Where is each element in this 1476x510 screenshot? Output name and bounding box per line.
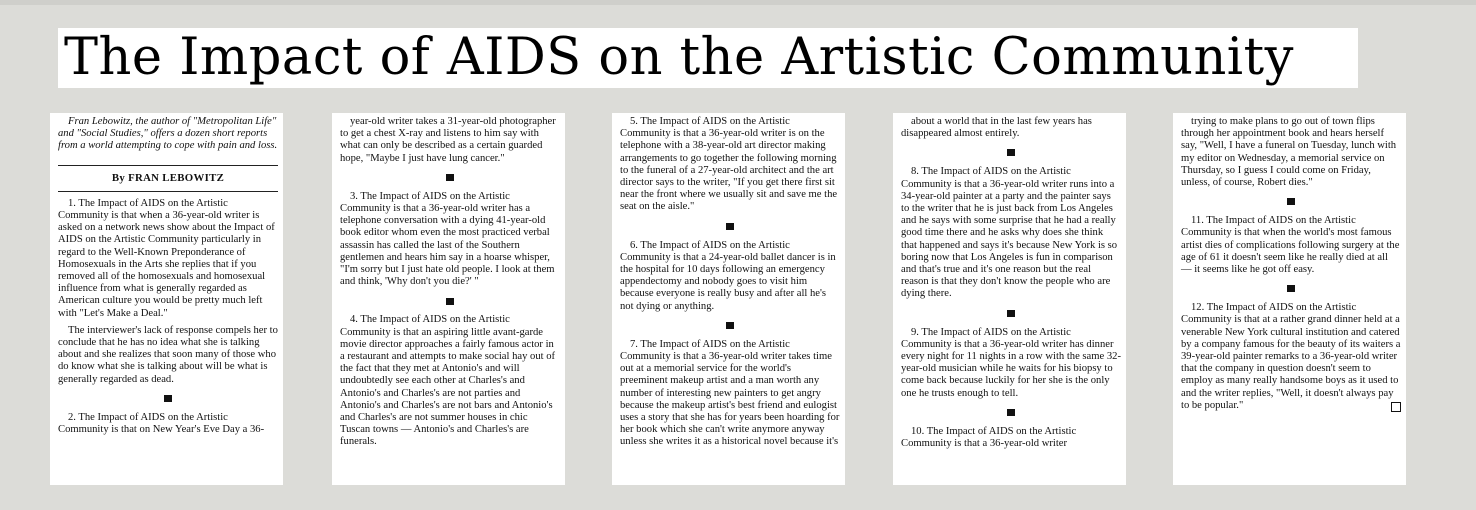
byline-rule-top (58, 165, 278, 166)
headline: The Impact of AIDS on the Artistic Community (58, 28, 1358, 88)
section-separator (901, 146, 1121, 160)
article-paragraph: 3. The Impact of AIDS on the Artistic Community is that a 36-year-old writer has a telephone conversation with a dying 41-year-old book editor whom even the most practiced verbal assassin has called the last of the Southern gentlemen and hears him say in a hoarse whisper, "I'm sorry but I just hate old people. I look at them and think, 'Why don't you die?' " (340, 190, 555, 288)
article-column-1 (50, 113, 283, 485)
article-paragraph: 5. The Impact of AIDS on the Artistic Community is that a 36-year-old writer is on the telephone with a 38-year-old art director making arrangements to go together the following morning to the funeral of a 27-year-old architect and the art director says to the writer, "If you get there first sit near the front where we usually sit and save me the seat on the aisle." (620, 116, 838, 213)
separator-square (1007, 310, 1015, 317)
end-of-article-box (1391, 402, 1401, 412)
article-column-4 (893, 113, 1126, 485)
article-paragraph: 11. The Impact of AIDS on the Artistic Community is that when the world's most famous artist dies of complications following surgery at the age of 61 it doesn't seem like he really died at all — it seems like he got off easy. (1181, 215, 1400, 276)
byline: By FRAN LEBOWITZ (111, 171, 225, 184)
section-separator (1181, 282, 1401, 296)
article-column-2 (332, 113, 565, 485)
article-paragraph: 10. The Impact of AIDS on the Artistic Community is that a 36-year-old writer (901, 425, 1077, 450)
separator-square (726, 322, 734, 329)
article-paragraph: trying to make plans to go out of town flips through her appointment book and hears herself say, "Well, I have a funeral on Tuesday, lunch with my editor on Wednesday, a memorial service on Thursday, so I guess I could come on Friday, unless, of course, Robert dies." (1181, 116, 1397, 189)
article-paragraph: 4. The Impact of AIDS on the Artistic Community is that an aspiring little avant-garde movie director approaches a fairly famous actor in a restaurant and attempts to make social hay out of the fact that they met at Antonio's and will undoubtedly see each other at Charles's and Antonio's and Charles's are not parties and Antonio's and Charles's are not bars and Antonio's and Charles's are not summer houses in chic Tuscan towns — Antonio's and Charles's are funerals. (340, 314, 556, 448)
top-rule (0, 0, 1476, 5)
article-paragraph: 2. The Impact of AIDS on the Artistic Community is that on New Year's Eve Day a 36- (58, 411, 265, 436)
article-column-3 (612, 113, 845, 485)
separator-square (1287, 285, 1295, 292)
section-separator (901, 307, 1121, 321)
article-paragraph: 9. The Impact of AIDS on the Artistic Community is that a 36-year-old writer has dinner every night for 11 nights in a row with the same 32-year-old musician while he waits for his biopsy to come back because luckily for her she is the only one he trusts enough to tell. (901, 326, 1121, 399)
article-paragraph: 8. The Impact of AIDS on the Artistic Community is that a 36-year-old writer runs into a 34-year-old painter at a party and the painter says to the writer that he is just back from Los Angeles and he says with some surprise that he had a really good time there and he asks why does she think that happened and says it's because New York is so boring now that Los Angeles is fun in comparison and that's true and it's one reason but the real reason is that they don't know the people who are dying there. (901, 166, 1118, 300)
article-paragraph: 6. The Impact of AIDS on the Artistic Community is that a 24-year-old ballet dancer is in the hospital for 10 days following an emergency appendectomy and nobody goes to visit him because everyone is really busy and after all he's not dying or anything. (620, 239, 836, 312)
separator-square (446, 298, 454, 305)
section-separator (1181, 195, 1401, 209)
separator-square (1007, 149, 1015, 156)
section-separator (901, 406, 1121, 420)
section-separator (620, 319, 840, 333)
article-paragraph: 7. The Impact of AIDS on the Artistic Community is that a 36-year-old writer takes time out at a memorial service for the world's preeminent makeup artist and a man worth any number of interesting new painters to get angry because the makeup artist's best friend and eulogist uses a story that she has for years been hoarding for her book which she can't write anymore anyway unless she writes it as a historical novel because it's (620, 338, 840, 448)
section-separator (340, 171, 560, 185)
separator-square (164, 395, 172, 402)
article-column-5 (1173, 113, 1406, 485)
article-paragraph: about a world that in the last few years has disappeared almost entirely. (901, 116, 1092, 140)
section-separator (620, 220, 840, 234)
separator-square (446, 174, 454, 181)
section-separator (340, 294, 560, 308)
article-paragraph: 1. The Impact of AIDS on the Artistic Community is that when a 36-year-old writer is asked on a network news show about the Impact of AIDS on the Artistic Community particularly in regard to the Well-Known Preponderance of Homosexuals in the Arts she replies that if you removed all of the homosexuals and homosexual influence from what is generally regarded as American culture you would be pretty much left with "Let's Make a Deal." (58, 197, 275, 319)
article-paragraph: year-old writer takes a 31-year-old photographer to get a chest X-ray and listens to him say with what can only be described as a certain guarded hope, "Maybe I just have lung cancer." (340, 116, 556, 164)
separator-square (1007, 409, 1015, 416)
section-separator (58, 392, 278, 406)
separator-square (726, 223, 734, 230)
separator-square (1287, 198, 1295, 205)
byline-rule-bottom (58, 191, 278, 192)
article-paragraph: 12. The Impact of AIDS on the Artistic Community is that at a rather grand dinner held at a venerable New York cultural institution and catered by a company famous for the beauty of its waiters a 39-year-old painter remarks to a 36-year-old writer that the company in question doesn't seem to employ as many really handsome boys as it used to and the writer replies, "Well, it doesn't always pay to be popular." (1181, 302, 1401, 411)
intro-blurb: Fran Lebowitz, the author of "Metropolitan Life" and "Social Studies," offers a dozen short reports from a world attempting to cope with pain and loss. (58, 116, 278, 152)
article-paragraph: The interviewer's lack of response compels her to conclude that he has no idea what she is talking about and she realizes that soon many of those who do know what she is talking about will be what is generally regarded as dead. (58, 324, 278, 385)
